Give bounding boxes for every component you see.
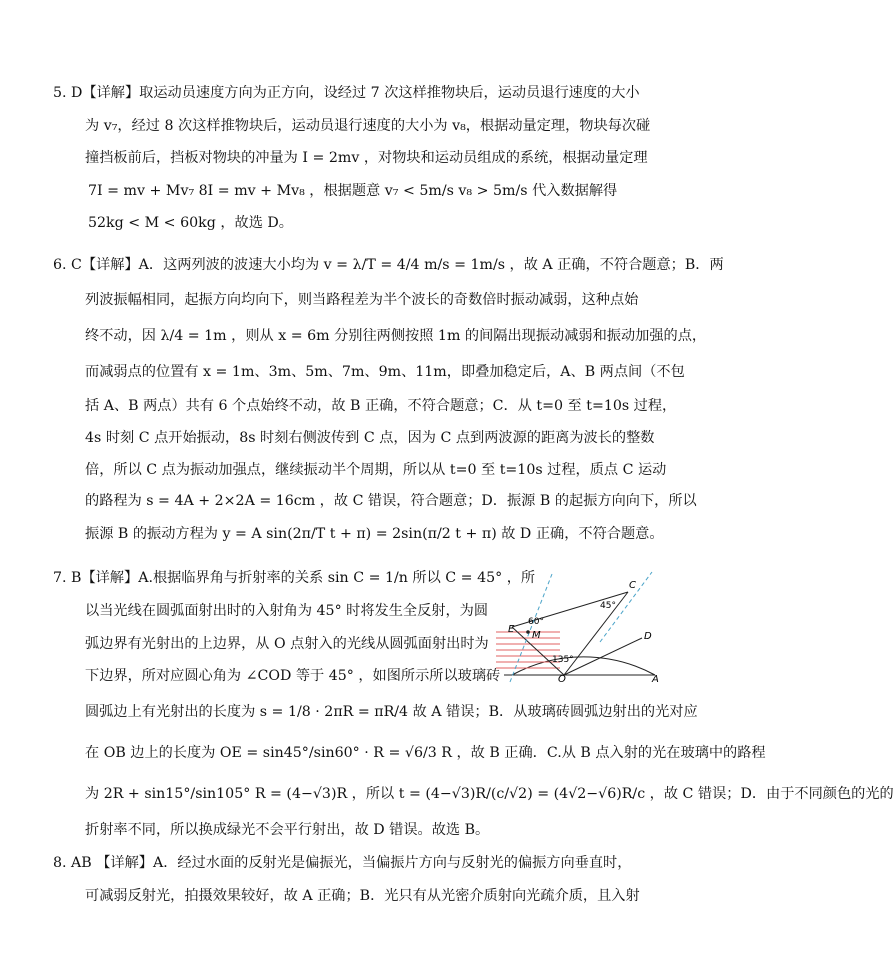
q7-line-3: 弧边界有光射出的上边界，从 O 点射入的光线从圆弧面射出时为 — [85, 636, 489, 652]
q7-line-4: 下边界，所对应圆心角为 ∠COD 等于 45° ，如图所示所以玻璃砖 — [85, 668, 501, 684]
q5-line-2: 为 v₇，经过 8 次这样推物块后，运动员退行速度的大小为 v₈，根据动量定理，物块每次碰 — [85, 118, 651, 134]
q6-line-7: 倍，所以 C 点为振动加强点，继续振动半个周期，所以从 t=0 至 t=10s 过程，质点 C 运动 — [85, 462, 667, 478]
label-o: O — [558, 674, 566, 685]
q6-line-2: 列波振幅相同，起振方向均向下，则当路程差为半个波长的奇数倍时振动减弱，这种点始 — [85, 292, 639, 308]
label-a: A — [652, 674, 659, 685]
q6-line-6: 4s 时刻 C 点开始振动，8s 时刻右侧波传到 C 点，因为 C 点到两波源的距离为波长的整数 — [85, 430, 655, 446]
q6-line-1: 6. C【详解】A．这两列波的波速大小均为 v = λ/T = 4/4 m/s = 1m/s ，故 A 正确，不符合题意；B．两 — [53, 257, 724, 273]
label-c: C — [629, 580, 636, 591]
q5-line-1: 5. D【详解】取运动员速度方向为正方向，设经过 7 次这样推物块后，运动员退行速度的大小 — [53, 85, 640, 101]
point-m — [526, 630, 530, 634]
ray-o-d — [564, 638, 642, 675]
q6-line-3: 终不动，因 λ/4 = 1m ，则从 x = 6m 分别往两侧按照 1m 的间隔出现振动减弱和振动加强的点， — [85, 328, 707, 344]
q6-line-4: 而减弱点的位置有 x = 1m、3m、5m、7m、9m、11m，即叠加稳定后，A、B 两点间（不包 — [85, 364, 685, 380]
q5-line-3: 撞挡板前后，挡板对物块的冲量为 I = 2mv ，对物块和运动员组成的系统，根据动量定理 — [85, 150, 648, 166]
q7-line-5: 圆弧边上有光射出的长度为 s = 1/8 · 2πR = πR/4 故 A 错误；B．从玻璃砖圆弧边射出的光对应 — [85, 704, 698, 720]
label-60: 60° — [528, 617, 544, 627]
q7-line-6: 在 OB 边上的长度为 OE = sin45°/sin60° · R = √6/3 R ，故 B 正确．C.从 B 点入射的光在玻璃中的路程 — [85, 745, 766, 761]
q7-line-7: 为 2R + sin15°/sin105° R = (4−√3)R ，所以 t = (4−√3)R/(c/√2) = (4√2−√6)R/c ，故 C 错误；D．由于不同颜色的光的 — [85, 786, 894, 802]
q8-line-2: 可减弱反射光，拍摄效果较好，故 A 正确；B．光只有从光密介质射向光疏介质，且入射 — [85, 888, 640, 904]
q6-line-5: 括 A、B 两点）共有 6 个点始终不动，故 B 正确，不符合题意；C．从 t=0 至 t=10s 过程， — [85, 398, 677, 414]
label-45: 45° — [600, 601, 616, 611]
label-m: M — [532, 630, 541, 641]
q7-line-8: 折射率不同，所以换成绿光不会平行射出，故 D 错误。故选 B。 — [85, 822, 490, 838]
q5-line-5: 52kg < M < 60kg ，故选 D。 — [88, 215, 293, 231]
q7-line-2: 以当光线在圆弧面射出时的入射角为 45° 时将发生全反射，为圆 — [85, 603, 489, 619]
q6-line-9: 振源 B 的振动方程为 y = A sin(2π/T t + π) = 2sin(π/2 t + π) 故 D 正确，不符合题意。 — [85, 526, 664, 542]
q7-line-1: 7. B【详解】A.根据临界角与折射率的关系 sin C = 1/n 所以 C = 45° ，所 — [53, 570, 536, 586]
optics-figure — [492, 572, 662, 685]
q5-line-4: 7I = mv + Mv₇ 8I = mv + Mv₈ ，根据题意 v₇ < 5m/s v₈ > 5m/s 代入数据解得 — [88, 183, 618, 199]
q6-line-8: 的路程为 s = 4A + 2×2A = 16cm ，故 C 错误，符合题意；D．振源 B 的起振方向向下，所以 — [85, 493, 697, 509]
label-135: 135° — [552, 655, 574, 665]
q8-line-1: 8. AB 【详解】A．经过水面的反射光是偏振光，当偏振片方向与反射光的偏振方向垂直时， — [53, 855, 632, 871]
label-e: E — [508, 624, 515, 635]
label-d: D — [644, 631, 652, 642]
